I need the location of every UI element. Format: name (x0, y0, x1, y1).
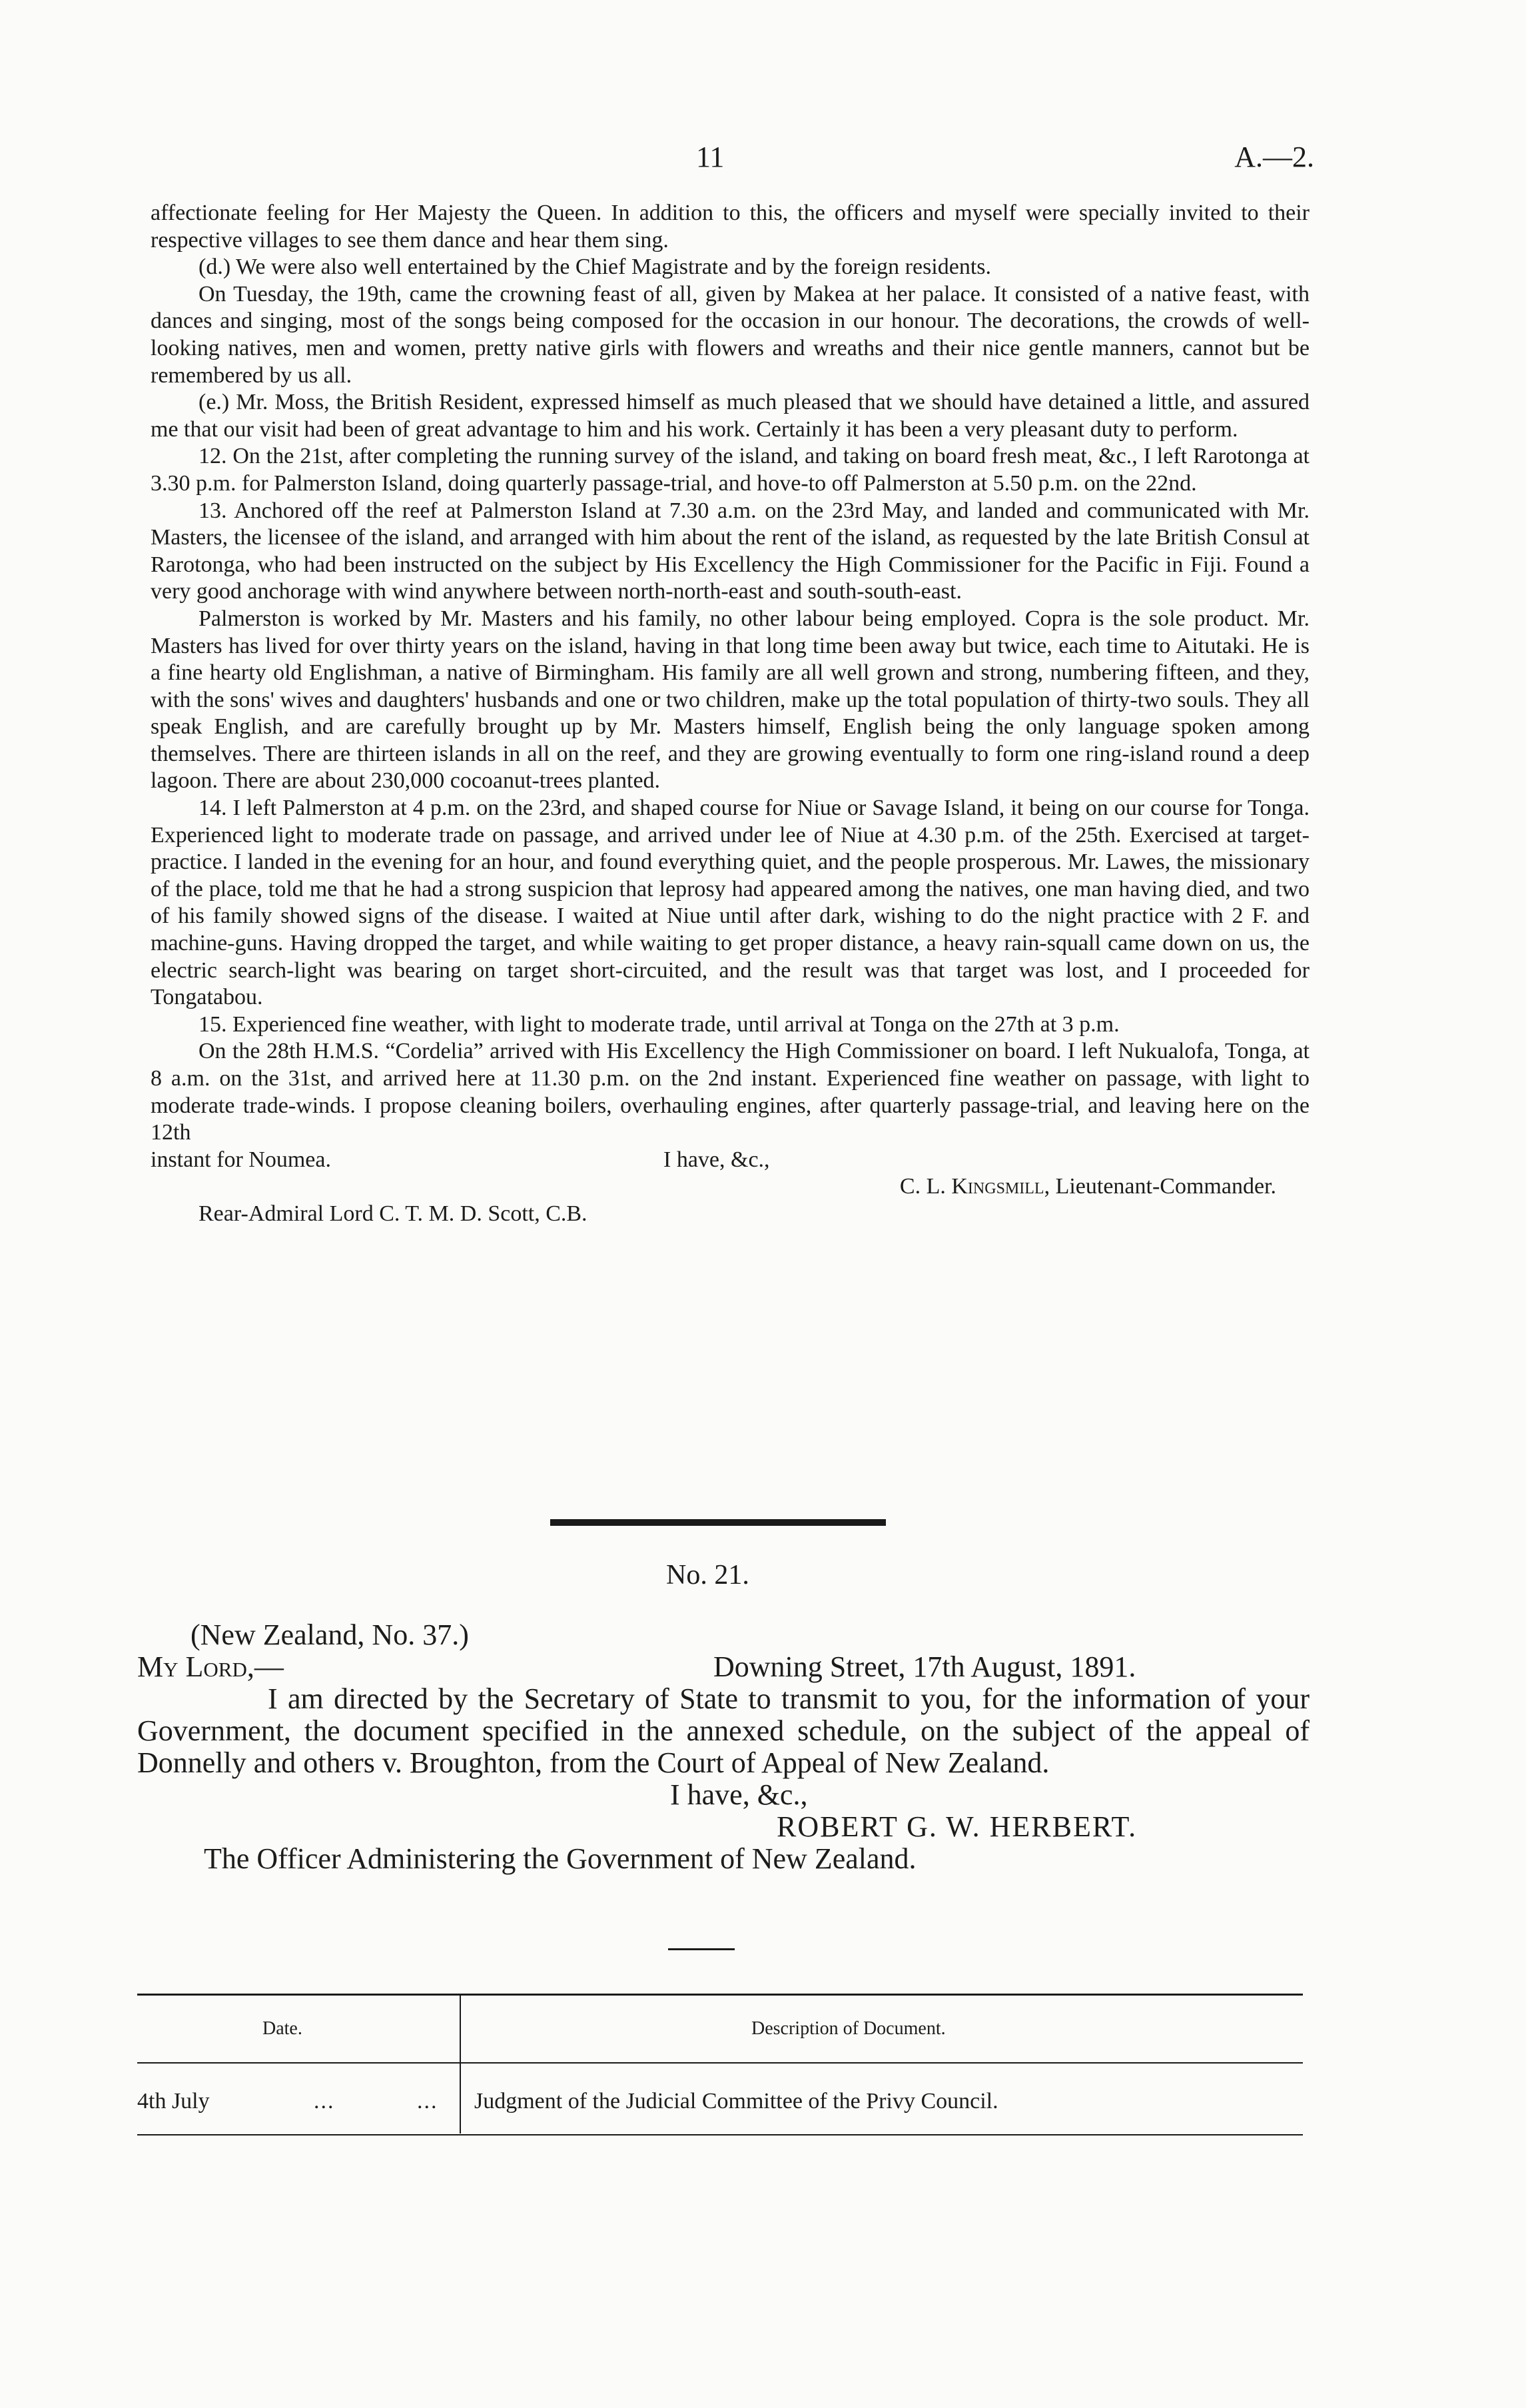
report-paragraph: Palmerston is worked by Mr. Masters and his family, no other labour being employed. Copra is the sole product. Mr. Masters has lived for over thirty years on the island, having in that long time been away but twice, each time to Aitutaki. He is a fine hearty old Englishman, a native of Birmingham. His family are all well grown and strong, numbering fifteen, and they, with the sons' wives and daughters' husbands and one or two children, make up the total population of thirty-two souls. They all speak English, and are carefully brought up by Mr. Masters himself, English being the only language spoken among themselves. There are thirteen islands in all on the reef, and they are growing eventually to form one ring-island round a deep lagoon. There are about 230,000 cocoanut-trees planted. (151, 606, 1310, 794)
report-paragraph: (e.) Mr. Moss, the British Resident, expressed himself as much pleased that we should have detained a little, and assured me that our visit had been of great advantage to him and his work. Certainly it has been a very pleasant duty to perform. (151, 390, 1310, 442)
table-row (137, 2064, 1303, 2134)
table-bottom-rule (137, 2134, 1303, 2135)
report-body (151, 200, 1310, 1228)
letter (137, 1619, 1310, 1875)
report-signoff: I have, &c., (663, 1147, 770, 1172)
leader-dots: ... (417, 2089, 438, 2113)
signature-name: Kingsmill (951, 1174, 1044, 1199)
report-paragraph: On the 28th H.M.S. “Cordelia” arrived with His Excellency the High Commissioner on board. I left Nukualofa, Tonga, at 8 a.m. on the 31st, and arrived here at 11.30 p.m. on the 2nd instant. Experienced fine weather on passage, with light to moderate trade-winds. I propose cleaning boilers, overhauling engines, after quarterly passage-trial, and leaving here on the 12th (151, 1039, 1310, 1145)
document-number: No. 21. (666, 1560, 749, 1590)
letter-signoff: I have, &c., (670, 1778, 808, 1811)
table-header-row (137, 1996, 1303, 2062)
header-description: Description of Document. (751, 2018, 946, 2039)
report-paragraph: 12. On the 21st, after completing the running survey of the island, and taking on board fresh meat, &c., I left Rarotonga at 3.30 p.m. for Palmerston Island, doing quarterly passage-trial, and hove-to off Palmerston at 5.50 p.m. on the 22nd. (151, 444, 1310, 496)
salutation: My Lord,— (137, 1650, 284, 1683)
leader-dots: ... (314, 2089, 335, 2113)
letter-body: I am directed by the Secretary of State to transmit to you, for the information of your Government, the document specified in the annexed schedule, on the subject of the appeal of Donnelly and others v. Broughton, from the Court of Appeal of New Zealand. (137, 1682, 1310, 1779)
report-closing-line (151, 1147, 1310, 1174)
report-paragraph: affectionate feeling for Her Majesty the Queen. In addition to this, the officers and myself were specially invited to their respective villages to see them dance and hear them sing. (151, 201, 1310, 253)
row-date-text: 4th July (137, 2089, 210, 2113)
report-signature (151, 1173, 1310, 1201)
report-addressee: Rear-Admiral Lord C. T. M. D. Scott, C.B. (198, 1201, 587, 1226)
report-paragraph-end: instant for Noumea. (151, 1147, 331, 1172)
header-date: Date. (262, 2018, 302, 2039)
page-number: 11 (696, 141, 725, 173)
letter-reference: (New Zealand, No. 37.) (191, 1618, 469, 1651)
signature-rank: , Lieutenant-Commander. (1044, 1174, 1276, 1199)
signature-initials: C. L. (899, 1174, 952, 1199)
row-description: Judgment of the Judicial Committee of the Privy Council. (474, 2089, 998, 2113)
letter-signer: ROBERT G. W. HERBERT. (777, 1810, 1138, 1843)
report-paragraph: On Tuesday, the 19th, came the crowning feast of all, given by Makea at her palace. It consisted of a native feast, with dances and singing, most of the songs being composed for the occasion in our honour. The decorations, the crowds of well-looking natives, men and women, pretty native girls with flowers and wreaths and their nice gentle manners, cannot but be remembered by us all. (151, 281, 1310, 388)
schedule-table (137, 1994, 1303, 2135)
dateline: Downing Street, 17th August, 1891. (713, 1650, 1136, 1683)
report-paragraph: 13. Anchored off the reef at Palmerston Island at 7.30 a.m. on the 23rd May, and landed and communicated with Mr. Masters, the licensee of the island, and arranged with him about the rent of the island, as requested by the late British Consul at Rarotonga, who had been instructed on the subject by His Excellency the High Commissioner for the Pacific in Fiji. Found a very good anchorage with wind anywhere between north-north-east and south-south-east. (151, 498, 1310, 604)
report-paragraph: 14. I left Palmerston at 4 p.m. on the 23rd, and shaped course for Niue or Savage Island, it being on our course for Tonga. Experienced light to moderate trade on passage, and arrived under lee of Niue at 4.30 p.m. of the 25th. Exercised at target-practice. I landed in the evening for an hour, and found everything quiet, and the people prosperous. Mr. Lawes, the missionary of the place, told me that he had a strong suspicion that leprosy had appeared among the natives, one man having died, and two of his family showed signs of the disease. I waited at Niue until after dark, wishing to do the night practice with 2 F. and machine-guns. Having dropped the target, and while waiting to get proper distance, a heavy rain-squall came down on us, the electric search-light was bearing on target short-circuited, and the result was that target was lost, and I proceeded for Tongatabou. (151, 796, 1310, 1010)
letter-recipient: The Officer Administering the Government of New Zealand. (204, 1842, 917, 1875)
report-paragraph: (d.) We were also well entertained by the Chief Magistrate and by the foreign residents. (198, 255, 992, 280)
short-divider (668, 1948, 735, 1950)
salutation-row (137, 1651, 1310, 1683)
section-divider (550, 1519, 886, 1526)
report-paragraph: 15. Experienced fine weather, with light to moderate trade, until arrival at Tonga on the 27th at 3 p.m. (198, 1011, 1120, 1037)
parliamentary-paper-reference: A.—2. (1234, 141, 1314, 173)
row-date (137, 2089, 450, 2114)
